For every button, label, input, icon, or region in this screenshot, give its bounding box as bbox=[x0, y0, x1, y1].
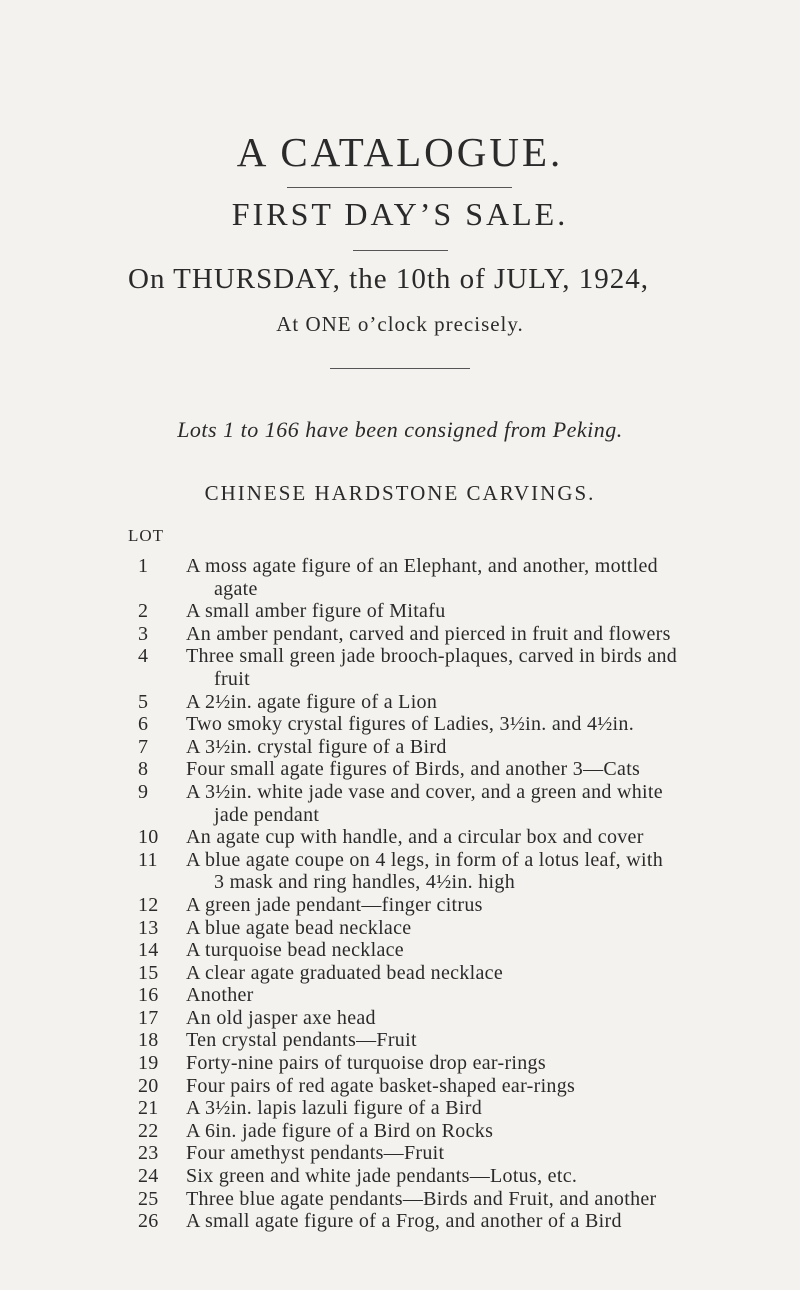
consignment-note: Lots 1 to 166 have been consigned from Peking. bbox=[177, 417, 623, 442]
lot-entry bbox=[128, 623, 793, 646]
lot-description bbox=[186, 691, 793, 714]
lot-description-text: Six green and white jade pendants—Lotus, etc. bbox=[186, 1165, 578, 1188]
lot-number: 20 bbox=[138, 1074, 159, 1097]
lot-description-text: Two smoky crystal figures of Ladies, 3½in. and 4½in. bbox=[186, 713, 635, 736]
lot-number: 1 bbox=[138, 555, 149, 577]
lot-entry bbox=[128, 894, 793, 917]
lot-description-text: A turquoise bead necklace bbox=[186, 939, 404, 962]
lot-description bbox=[186, 758, 793, 781]
lot-description-text: Four small agate figures of Birds, and another 3—Cats bbox=[186, 758, 641, 781]
lot-description bbox=[186, 1188, 793, 1211]
lot-description-continuation: jade pendant bbox=[214, 803, 320, 826]
lot-number: 10 bbox=[138, 826, 159, 849]
lot-description bbox=[186, 1029, 793, 1052]
lot-number: 15 bbox=[138, 961, 159, 984]
lot-entry bbox=[128, 849, 793, 894]
lot-description-text: A 3½in. crystal figure of a Bird bbox=[186, 735, 447, 758]
time-rule bbox=[330, 368, 470, 369]
lot-description bbox=[186, 555, 793, 600]
lot-column-heading: LOT bbox=[128, 526, 165, 545]
lot-description bbox=[186, 713, 793, 736]
lot-description-text: A 3½in. lapis lazuli figure of a Bird bbox=[186, 1097, 483, 1120]
lot-description-text: An amber pendant, carved and pierced in fruit and flowers bbox=[186, 622, 671, 645]
catalogue-title: A CATALOGUE. bbox=[236, 129, 564, 175]
lot-entry bbox=[128, 826, 793, 849]
lot-number: 2 bbox=[138, 600, 149, 623]
lot-number: 22 bbox=[138, 1119, 159, 1142]
lot-description-text: A 3½in. white jade vase and cover, and a green and white bbox=[186, 780, 663, 803]
lot-description-text: Another bbox=[186, 984, 254, 1007]
lot-entry bbox=[128, 713, 793, 736]
lot-number: 12 bbox=[138, 893, 159, 916]
lot-description bbox=[186, 645, 793, 690]
lot-entry bbox=[128, 781, 793, 826]
lot-description bbox=[186, 939, 793, 962]
lot-description-continuation: agate bbox=[214, 577, 258, 600]
section-heading: CHINESE HARDSTONE CARVINGS. bbox=[204, 481, 596, 505]
lot-description-text: Three small green jade brooch-plaques, carved in birds and bbox=[186, 645, 678, 668]
lot-description-text: Forty-nine pairs of turquoise drop ear-rings bbox=[186, 1052, 546, 1075]
lot-description-text: Four pairs of red agate basket-shaped ear-rings bbox=[186, 1074, 576, 1097]
lot-description bbox=[186, 1052, 793, 1075]
lot-entry bbox=[128, 1120, 793, 1143]
title-rule bbox=[287, 187, 512, 188]
lot-description bbox=[186, 600, 793, 623]
lot-description bbox=[186, 1075, 793, 1098]
lot-number: 7 bbox=[138, 735, 149, 758]
lot-number: 25 bbox=[138, 1187, 159, 1210]
lot-description bbox=[186, 1007, 793, 1030]
lot-number: 4 bbox=[138, 645, 149, 668]
lot-number: 18 bbox=[138, 1029, 159, 1052]
lot-entry bbox=[128, 736, 793, 759]
lot-description-text: A blue agate bead necklace bbox=[186, 916, 412, 939]
lot-description-text: A small amber figure of Mitafu bbox=[186, 600, 446, 623]
lot-description bbox=[186, 917, 793, 940]
lot-number: 21 bbox=[138, 1097, 159, 1120]
lot-description bbox=[186, 1165, 793, 1188]
lot-entry bbox=[128, 1007, 793, 1030]
lot-entry bbox=[128, 917, 793, 940]
lot-entry bbox=[128, 1097, 793, 1120]
lot-entry bbox=[128, 600, 793, 623]
lot-description-text: A clear agate graduated bead necklace bbox=[186, 961, 504, 984]
lot-description bbox=[186, 984, 793, 1007]
lot-description-text: An agate cup with handle, and a circular box and cover bbox=[186, 826, 644, 849]
lot-number: 19 bbox=[138, 1052, 159, 1075]
lot-description-text: A 6in. jade figure of a Bird on Rocks bbox=[186, 1119, 494, 1142]
lot-list bbox=[128, 555, 793, 1233]
lot-description bbox=[186, 849, 793, 894]
lot-description bbox=[186, 894, 793, 917]
lot-description bbox=[186, 1142, 793, 1165]
lot-number: 8 bbox=[138, 758, 149, 781]
lot-number: 14 bbox=[138, 939, 159, 962]
lot-description-text: An old jasper axe head bbox=[186, 1006, 376, 1029]
lot-description bbox=[186, 1120, 793, 1143]
lot-entry bbox=[128, 962, 793, 985]
lot-number: 3 bbox=[138, 622, 149, 645]
lot-entry bbox=[128, 645, 793, 690]
lot-description-text: Ten crystal pendants—Fruit bbox=[186, 1029, 417, 1052]
lot-number: 23 bbox=[138, 1142, 159, 1165]
lot-description bbox=[186, 1097, 793, 1120]
lot-entry bbox=[128, 939, 793, 962]
lot-entry bbox=[128, 555, 793, 600]
lot-description bbox=[186, 736, 793, 759]
lot-description-continuation: 3 mask and ring handles, 4½in. high bbox=[214, 871, 516, 894]
lot-entry bbox=[128, 1188, 793, 1211]
lot-description-continuation: fruit bbox=[214, 667, 250, 690]
lot-description bbox=[186, 781, 793, 826]
lot-number: 9 bbox=[138, 780, 149, 803]
lot-entry bbox=[128, 1029, 793, 1052]
lot-entry bbox=[128, 1165, 793, 1188]
sale-date: On THURSDAY, the 10th of JULY, 1924, bbox=[128, 263, 650, 295]
lot-entry bbox=[128, 1052, 793, 1075]
lot-description bbox=[186, 1210, 793, 1233]
lot-description bbox=[186, 623, 793, 646]
lot-description bbox=[186, 962, 793, 985]
lot-entry bbox=[128, 1210, 793, 1233]
sale-time: At ONE o’clock precisely. bbox=[276, 312, 524, 336]
lot-description-text: A moss agate figure of an Elephant, and another, mottled bbox=[186, 555, 658, 577]
lot-number: 17 bbox=[138, 1006, 159, 1029]
lot-description-text: A green jade pendant—finger citrus bbox=[186, 893, 483, 916]
lot-description-text: A blue agate coupe on 4 legs, in form of a lotus leaf, with bbox=[186, 848, 664, 871]
lot-number: 16 bbox=[138, 984, 159, 1007]
lot-number: 6 bbox=[138, 713, 149, 736]
lot-number: 13 bbox=[138, 916, 159, 939]
lot-description-text: Three blue agate pendants—Birds and Fruit, and another bbox=[186, 1187, 657, 1210]
lot-description-text: A 2½in. agate figure of a Lion bbox=[186, 690, 438, 713]
lot-entry bbox=[128, 1075, 793, 1098]
sale-subtitle: FIRST DAY’S SALE. bbox=[231, 196, 569, 232]
lot-number: 5 bbox=[138, 690, 149, 713]
lot-number: 26 bbox=[138, 1210, 159, 1233]
lot-description-text: A small agate figure of a Frog, and another of a Bird bbox=[186, 1210, 622, 1233]
lot-entry bbox=[128, 984, 793, 1007]
lot-description bbox=[186, 826, 793, 849]
lot-entry bbox=[128, 758, 793, 781]
lot-description-text: Four amethyst pendants—Fruit bbox=[186, 1142, 445, 1165]
lot-entry bbox=[128, 691, 793, 714]
subtitle-rule bbox=[353, 250, 448, 251]
lot-entry bbox=[128, 1142, 793, 1165]
lot-number: 24 bbox=[138, 1165, 159, 1188]
lot-number: 11 bbox=[138, 848, 158, 871]
